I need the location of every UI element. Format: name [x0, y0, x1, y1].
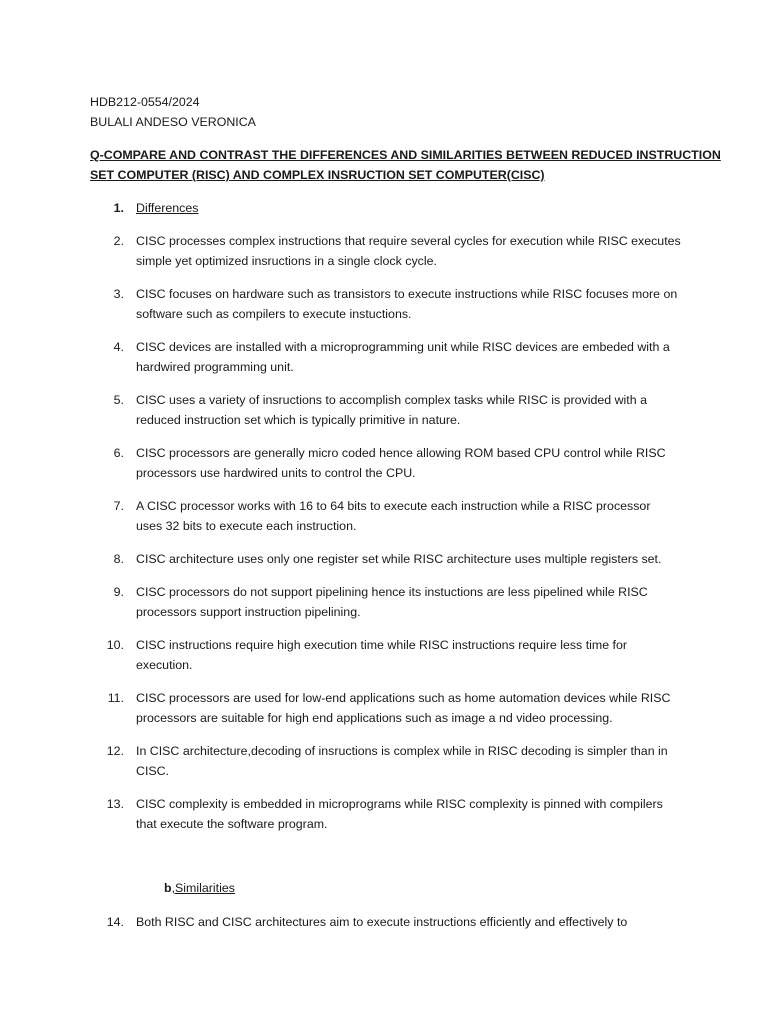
- section-title-similarities: ,Similarities: [171, 881, 235, 895]
- list-item-text: CISC devices are installed with a microprogramming unit while RISC devices are embeded with a: [136, 340, 670, 354]
- list-item-number: 10.: [106, 638, 124, 652]
- registration-number: HDB212-0554/2024: [90, 95, 200, 109]
- list-item-number: 14.: [106, 915, 124, 929]
- list-item-number: 3.: [113, 287, 124, 301]
- list-item-number: 13.: [106, 797, 124, 811]
- list-item-text: hardwired programming unit.: [136, 360, 294, 374]
- list-item-text: execution.: [136, 658, 193, 672]
- similarities-prefix: b: [164, 881, 172, 895]
- list-item-text: CISC processes complex instructions that require several cycles for execution while RISC executes: [136, 234, 681, 248]
- list-item-number: 2.: [113, 234, 124, 248]
- list-item-text: software such as compilers to execute instuctions.: [136, 307, 412, 321]
- list-item-text: CISC focuses on hardware such as transistors to execute instructions while RISC focuses more on: [136, 287, 678, 301]
- list-item-number: 4.: [113, 340, 124, 354]
- list-item-number: 6.: [113, 446, 124, 460]
- list-item-number: 9.: [113, 585, 124, 599]
- list-item-text: In CISC architecture,decoding of insructions is complex while in RISC decoding is simpler than in: [136, 744, 668, 758]
- section-number: 1.: [113, 201, 124, 215]
- list-item-number: 12.: [106, 744, 124, 758]
- list-item-text: CISC uses a variety of insructions to accomplish complex tasks while RISC is provided with a: [136, 393, 647, 407]
- list-item-text: CISC instructions require high execution time while RISC instructions require less time for: [136, 638, 628, 652]
- list-item-text: reduced instruction set which is typically primitive in nature.: [136, 413, 461, 427]
- list-item-text: simple yet optimized insructions in a single clock cycle.: [136, 254, 437, 268]
- list-item-text: uses 32 bits to execute each instruction.: [136, 519, 357, 533]
- list-item-text: CISC architecture uses only one register set while RISC architecture uses multiple registers set.: [136, 552, 662, 566]
- list-item-text: processors use hardwired units to control the CPU.: [136, 466, 416, 480]
- list-item-text: that execute the software program.: [136, 817, 328, 831]
- list-item-text: A CISC processor works with 16 to 64 bits to execute each instruction while a RISC processor: [136, 499, 651, 513]
- list-item-text: processors support instruction pipelining.: [136, 605, 361, 619]
- list-item-text: processors are suitable for high end applications such as image a nd video processing.: [136, 711, 613, 725]
- list-item-text: CISC.: [136, 764, 170, 778]
- question-line-1: Q-COMPARE AND CONTRAST THE DIFFERENCES AND SIMILARITIES BETWEEN REDUCED INSTRUCTION: [90, 148, 721, 162]
- list-item-number: 8.: [113, 552, 124, 566]
- list-item-text: CISC processors are used for low-end applications such as home automation devices while RISC: [136, 691, 671, 705]
- list-item-number: 5.: [113, 393, 124, 407]
- list-item-text: CISC processors are generally micro coded hence allowing ROM based CPU control while RISC: [136, 446, 666, 460]
- list-item-text: Both RISC and CISC architectures aim to execute instructions efficiently and effectively to: [136, 915, 628, 929]
- section-title-differences: Differences: [136, 201, 199, 215]
- list-item-number: 11.: [107, 691, 124, 705]
- list-item-text: CISC processors do not support pipelining hence its instuctions are less pipelined while RISC: [136, 585, 648, 599]
- list-item-number: 7.: [113, 499, 124, 513]
- section-similarities: [164, 878, 235, 898]
- list-item-text: CISC complexity is embedded in microprograms while RISC complexity is pinned with compilers: [136, 797, 663, 811]
- student-name: BULALI ANDESO VERONICA: [90, 115, 256, 129]
- question-line-2: SET COMPUTER (RISC) AND COMPLEX INSRUCTION SET COMPUTER(CISC): [90, 168, 545, 182]
